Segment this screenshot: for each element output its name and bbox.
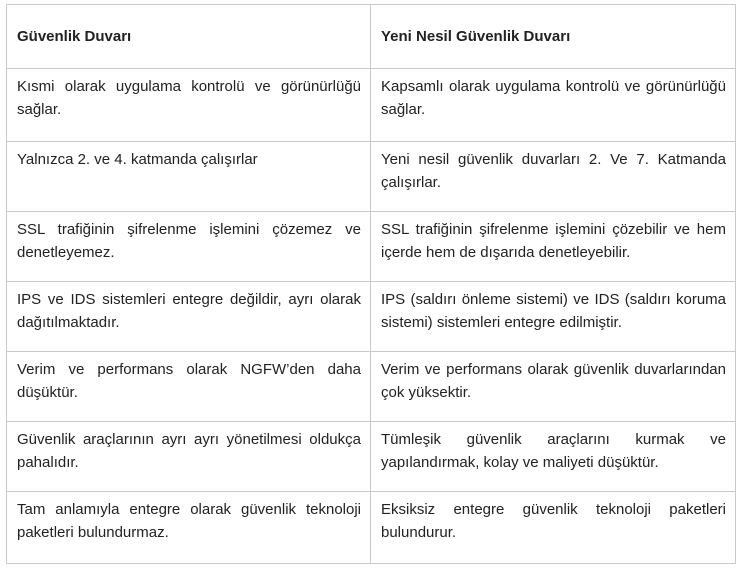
table-cell: Kapsamlı olarak uygulama kontrolü ve görünürlüğü sağlar. — [371, 69, 736, 142]
table-cell: SSL trafiğinin şifrelenme işlemini çözebilir ve hem içerde hem de dışarıda denetleyebilir. — [371, 212, 736, 282]
table-cell: Güvenlik araçlarının ayrı ayrı yönetilmesi oldukça pahalıdır. — [7, 422, 371, 492]
table-cell: Kısmi olarak uygulama kontrolü ve görünürlüğü sağlar. — [7, 69, 371, 142]
table-row — [7, 212, 736, 282]
table-row — [7, 352, 736, 422]
table-cell: Yeni nesil güvenlik duvarları 2. Ve 7. Katmanda çalışırlar. — [371, 142, 736, 212]
table-cell: IPS (saldırı önleme sistemi) ve IDS (saldırı koruma sistemi) sistemleri entegre edilmiştir. — [371, 282, 736, 352]
table-cell: IPS ve IDS sistemleri entegre değildir, ayrı olarak dağıtılmaktadır. — [7, 282, 371, 352]
table-cell: Verim ve performans olarak NGFW’den daha düşüktür. — [7, 352, 371, 422]
table-cell: Eksiksiz entegre güvenlik teknoloji paketleri bulundurur. — [371, 492, 736, 564]
table-cell: Tam anlamıyla entegre olarak güvenlik teknoloji paketleri bulundurmaz. — [7, 492, 371, 564]
table-row — [7, 142, 736, 212]
table-row — [7, 282, 736, 352]
header-cell-ngfw: Yeni Nesil Güvenlik Duvarı — [371, 5, 736, 69]
table-cell: Verim ve performans olarak güvenlik duvarlarından çok yüksektir. — [371, 352, 736, 422]
comparison-table — [6, 4, 736, 564]
header-cell-firewall: Güvenlik Duvarı — [7, 5, 371, 69]
table-row — [7, 422, 736, 492]
table-cell: Yalnızca 2. ve 4. katmanda çalışırlar — [7, 142, 371, 212]
table-row — [7, 69, 736, 142]
table-cell: Tümleşik güvenlik araçlarını kurmak ve yapılandırmak, kolay ve maliyeti düşüktür. — [371, 422, 736, 492]
table-row — [7, 492, 736, 564]
table-cell: SSL trafiğinin şifrelenme işlemini çözemez ve denetleyemez. — [7, 212, 371, 282]
table-header-row — [7, 5, 736, 69]
